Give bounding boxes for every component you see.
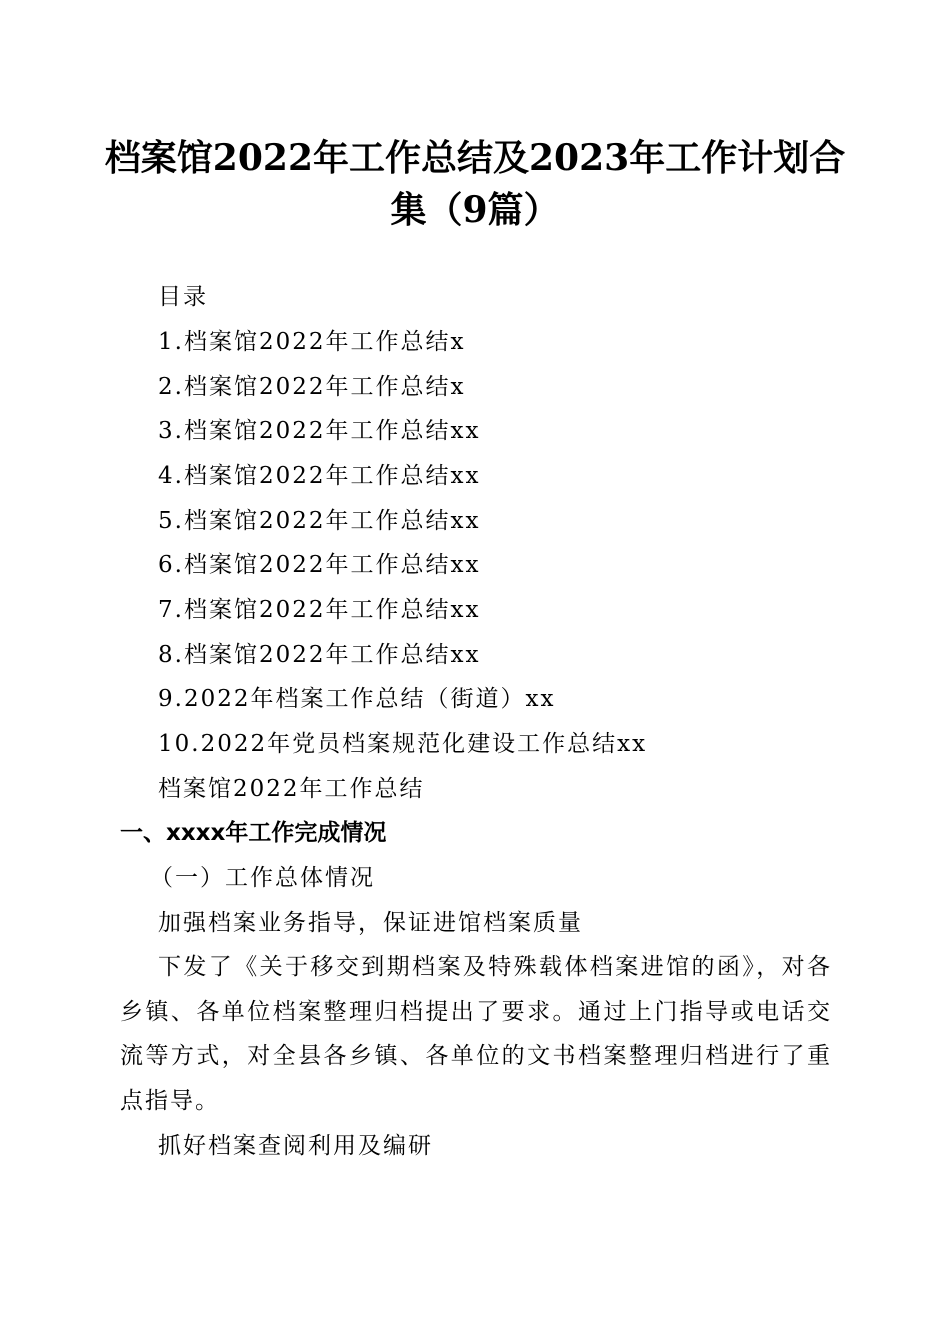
toc-item-6: 6.档案馆2022年工作总结xx: [158, 552, 481, 578]
toc-item-1: 1.档案馆2022年工作总结x: [158, 329, 466, 355]
toc-item-5: 5.档案馆2022年工作总结xx: [158, 508, 481, 534]
toc-item-2: 2.档案馆2022年工作总结x: [158, 374, 466, 400]
title-line-2: 集（9篇）: [390, 189, 560, 231]
toc-item-4: 4.档案馆2022年工作总结xx: [158, 463, 481, 489]
toc-label: 目录: [158, 284, 208, 310]
toc-item-8: 8.档案馆2022年工作总结xx: [158, 642, 481, 668]
section-heading-1: 一、xxxx年工作完成情况: [120, 820, 387, 846]
point-1-paragraph: 下发了《关于移交到期档案及特殊载体档案进馆的函》，对各乡镇、各单位档案整理归档提出了要求。通过上门指导或电话交流等方式，对全县各乡镇、各单位的文书档案整理归档进行了重点指导。: [120, 954, 832, 1114]
body-doc-title: 档案馆2022年工作总结: [158, 776, 425, 802]
toc-item-3: 3.档案馆2022年工作总结xx: [158, 418, 481, 444]
point-2-title: 抓好档案查阅利用及编研: [158, 1133, 433, 1159]
subsection-heading-1: （一）工作总体情况: [150, 865, 375, 891]
toc-item-10: 10.2022年党员档案规范化建设工作总结xx: [158, 731, 648, 757]
toc-item-9: 9.2022年档案工作总结（街道）xx: [158, 686, 556, 712]
point-1-title: 加强档案业务指导，保证进馆档案质量: [158, 910, 583, 936]
title-line-1: 档案馆2022年工作总结及2023年工作计划合: [104, 137, 846, 179]
document-title: [100, 132, 850, 236]
toc-item-7: 7.档案馆2022年工作总结xx: [158, 597, 481, 623]
